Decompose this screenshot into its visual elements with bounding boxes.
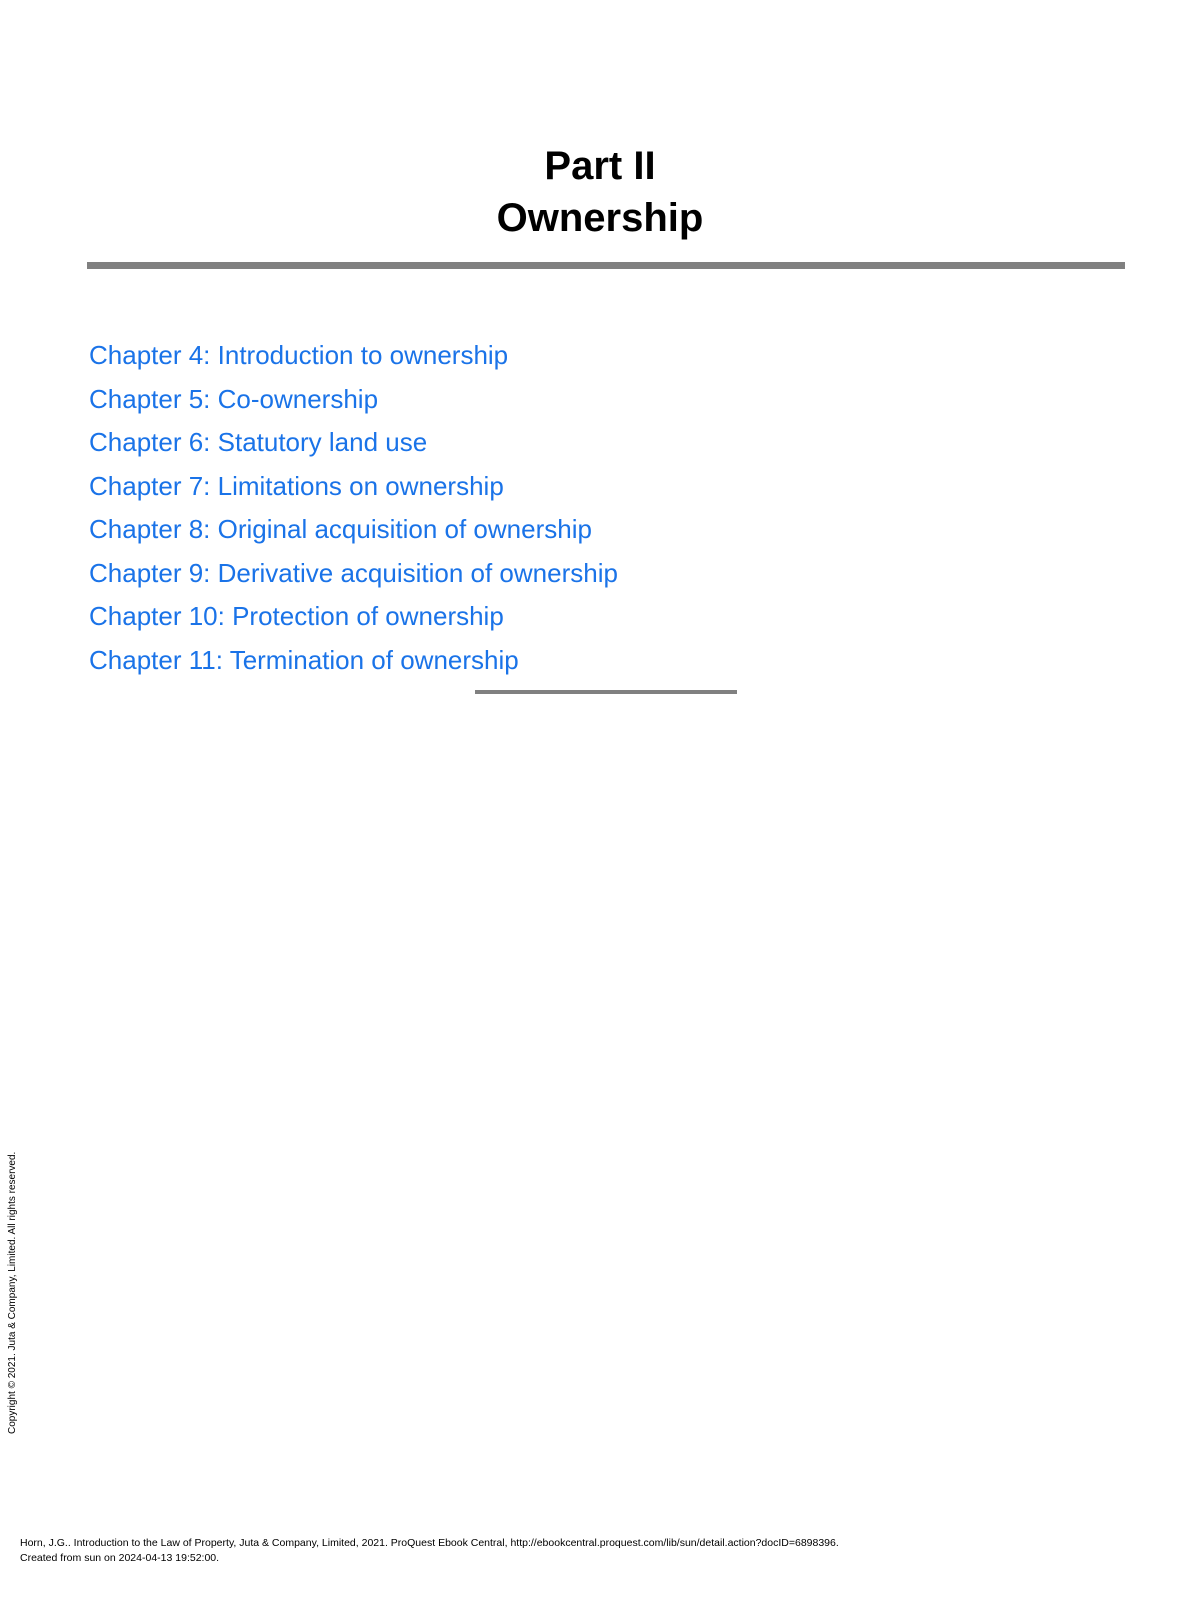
footer-created: Created from sun on 2024-04-13 19:52:00. <box>20 1552 220 1564</box>
chapter-item <box>89 334 618 378</box>
chapter-item <box>89 421 618 465</box>
chapter-10-link[interactable]: Chapter 10: Protection of ownership <box>89 601 504 631</box>
chapter-7-link[interactable]: Chapter 7: Limitations on ownership <box>89 470 504 501</box>
chapter-6-link[interactable]: Chapter 6: Statutory land use <box>89 427 428 457</box>
chapter-item <box>89 639 618 683</box>
chapter-item <box>89 595 618 639</box>
chapter-item <box>89 378 618 422</box>
chapter-8-link[interactable]: Chapter 8: Original acquisition of ownership <box>89 514 592 544</box>
chapter-item <box>89 465 618 509</box>
chapter-list <box>89 334 618 682</box>
title-divider <box>87 262 1125 269</box>
chapter-5-link[interactable]: Chapter 5: Co-ownership <box>89 383 379 414</box>
chapter-4-link[interactable]: Chapter 4: Introduction to ownership <box>89 340 509 370</box>
side-copyright-notice: Copyright © 2021. Juta & Company, Limited. All rights reserved. <box>7 1151 18 1434</box>
footer-citation: Horn, J.G.. Introduction to the Law of Property, Juta & Company, Limited, 2021. ProQuest Ebook Central, http://ebookcentral.proquest.com/lib/sun/detail.action?docID=6898396. <box>20 1537 839 1549</box>
chapter-item <box>89 552 618 596</box>
end-divider <box>475 690 737 694</box>
chapter-11-link[interactable]: Chapter 11: Termination of ownership <box>89 644 519 675</box>
page-footer <box>20 1536 839 1566</box>
part-label: Part II <box>544 144 656 188</box>
chapter-item <box>89 508 618 552</box>
part-title: Ownership <box>496 196 704 240</box>
chapter-9-link[interactable]: Chapter 9: Derivative acquisition of ownership <box>89 557 618 588</box>
